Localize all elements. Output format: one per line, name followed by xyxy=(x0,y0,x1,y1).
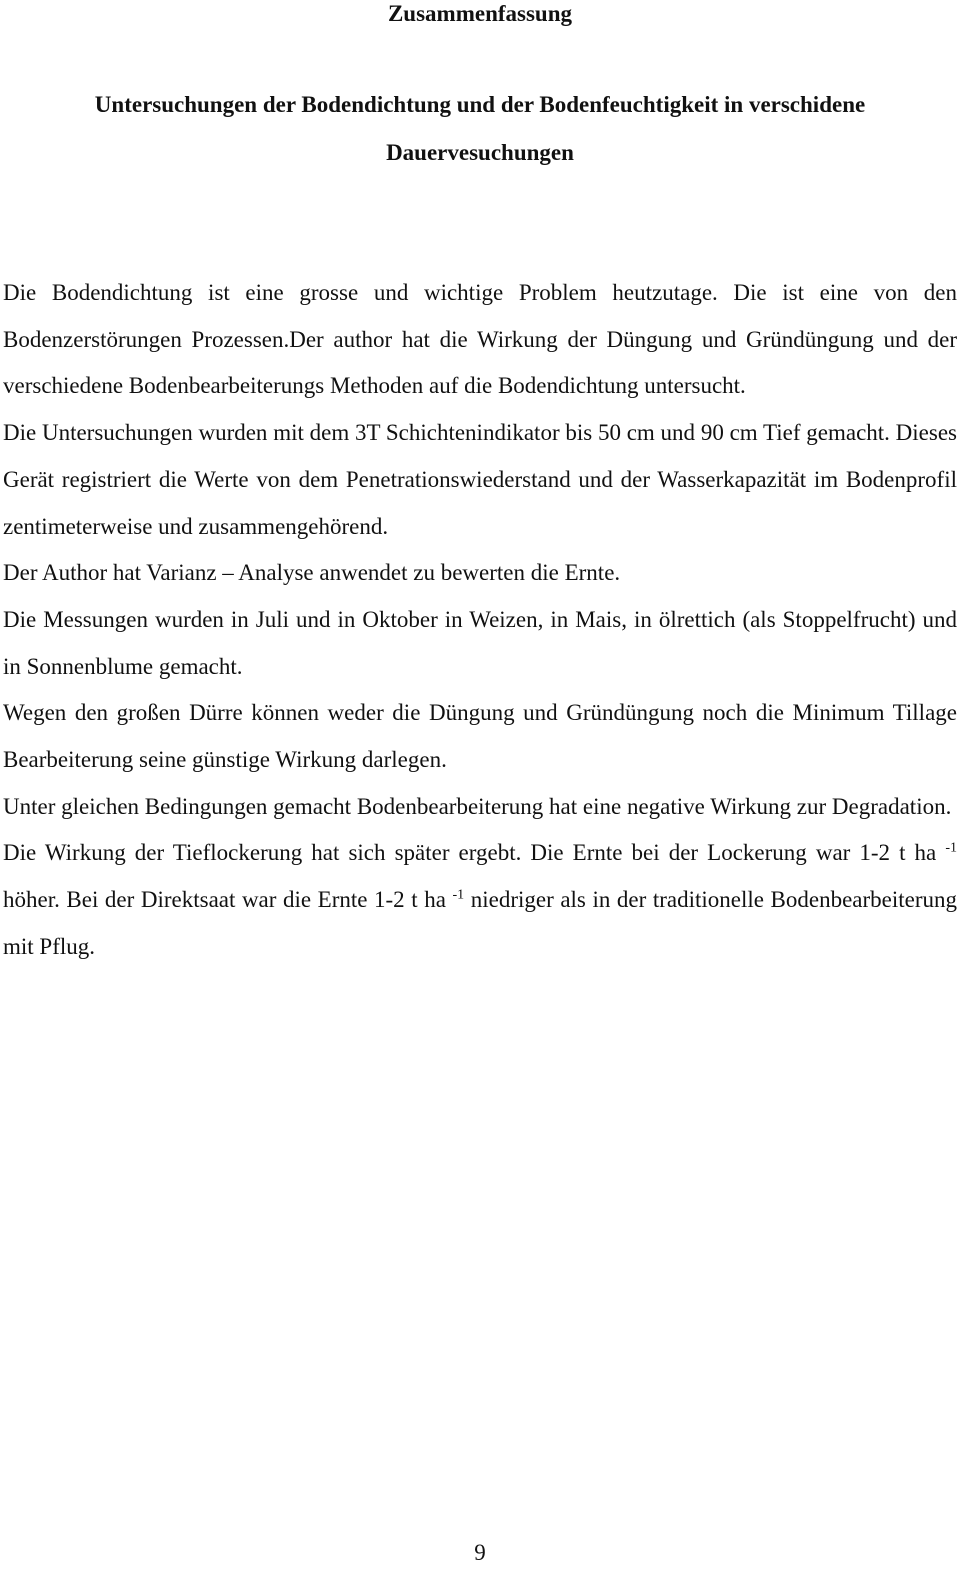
paragraph-yield xyxy=(3,830,957,970)
paragraph-degradation: Unter gleichen Bedingungen gemacht Bodenbearbeiterung hat eine negative Wirkung zur Degradation. xyxy=(3,793,952,819)
paragraph-intro: Die Bodendichtung ist eine grosse und wichtige Problem heutzutage. Die ist eine von den Bodenzerstörungen Prozessen.Der author hat die Wirkung der Düngung und Gründüngung und der verschiedene Bodenbearbeiterungs Methoden auf die Bodendichtung untersucht. xyxy=(3,280,957,399)
unit-exponent-2: -1 xyxy=(452,887,465,903)
subtitle-line-2: Dauervesuchungen xyxy=(386,140,574,165)
subtitle-line-1: Untersuchungen der Bodendichtung und der Bodenfeuchtigkeit in verschidene xyxy=(94,92,866,117)
yield-text-2: höher. Bei der Direktsaat war die Ernte 1-2 t ha xyxy=(3,887,446,913)
summary-body xyxy=(3,270,957,971)
paragraph-drought: Wegen den großen Dürre können weder die Düngung und Gründüngung noch die Minimum Tillage Bearbeiterung seine günstige Wirkung darlegen. xyxy=(3,700,957,773)
yield-text-3: niedriger als in der traditionelle Bodenbearbeiterung mit Pflug. xyxy=(3,887,958,959)
paragraph-method: Die Untersuchungen wurden mit dem 3T Schichtenindikator bis 50 cm und 90 cm Tief gemacht. Dieses Gerät registriert die Werte von dem Penetrationswiederstand und der Wasserkapazität im Bodenprofil zentimeterweise und zusammengehörend. xyxy=(3,420,957,539)
paragraph-measurements: Die Messungen wurden in Juli und in Oktober in Weizen, in Mais, in ölrettich (als Stoppelfrucht) und in Sonnenblume gemacht. xyxy=(3,606,957,679)
page-number: 9 xyxy=(474,1540,486,1565)
yield-text-1: Die Wirkung der Tieflockerung hat sich später ergebt. Die Ernte bei der Lockerung war 1-2 t ha xyxy=(3,840,937,866)
unit-exponent-1: -1 xyxy=(945,840,957,856)
page-title: Zusammenfassung xyxy=(387,1,573,26)
paragraph-analysis: Der Author hat Varianz – Analyse anwendet zu bewerten die Ernte. xyxy=(3,560,621,586)
